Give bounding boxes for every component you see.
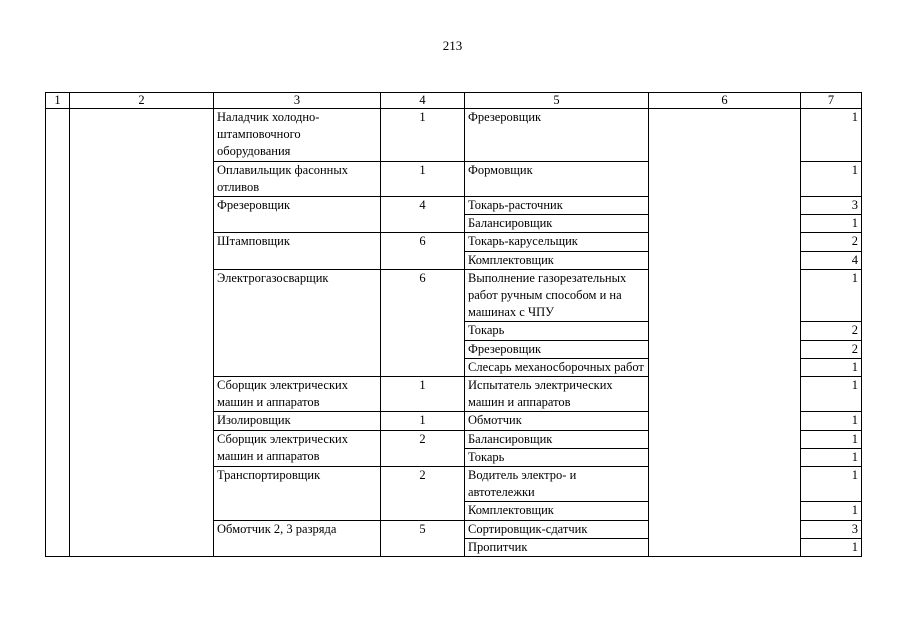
target-count-cell: 1 xyxy=(801,412,862,430)
target-cell: Токарь xyxy=(465,322,649,340)
target-count-cell: 3 xyxy=(801,520,862,538)
target-cell: Слесарь механосборочных работ xyxy=(465,358,649,376)
target-count-cell: 1 xyxy=(801,269,862,322)
header-cell: 5 xyxy=(465,93,649,109)
page-number: 213 xyxy=(442,38,463,53)
profession-cell: Сборщик электрических машин и аппаратов xyxy=(214,430,381,466)
profession-count-cell: 4 xyxy=(381,197,465,233)
target-count-cell: 2 xyxy=(801,322,862,340)
target-cell: Формовщик xyxy=(465,161,649,196)
profession-cell: Оплавильщик фасонных отливов xyxy=(214,161,381,196)
target-count-cell: 3 xyxy=(801,197,862,215)
target-count-cell: 4 xyxy=(801,251,862,269)
profession-cell: Обмотчик 2, 3 разряда xyxy=(214,520,381,556)
profession-count-cell: 2 xyxy=(381,467,465,521)
target-cell: Выполнение газорезательных работ ручным способом и на машинах с ЧПУ xyxy=(465,269,649,322)
target-count-cell: 2 xyxy=(801,233,862,251)
target-cell: Токарь-карусельщик xyxy=(465,233,649,251)
header-cell: 3 xyxy=(214,93,381,109)
profession-cell: Фрезеровщик xyxy=(214,197,381,233)
profession-count-cell: 1 xyxy=(381,109,465,162)
staffing-table xyxy=(45,92,862,557)
target-count-cell: 1 xyxy=(801,430,862,448)
target-count-cell: 1 xyxy=(801,377,862,412)
target-count-cell: 1 xyxy=(801,467,862,502)
profession-cell: Штамповщик xyxy=(214,233,381,269)
target-count-cell: 1 xyxy=(801,109,862,162)
profession-count-cell: 1 xyxy=(381,412,465,430)
profession-count-cell: 2 xyxy=(381,430,465,466)
target-cell: Пропитчик xyxy=(465,538,649,556)
profession-cell: Электрогазосварщик xyxy=(214,269,381,376)
target-cell: Фрезеровщик xyxy=(465,109,649,162)
header-cell: 7 xyxy=(801,93,862,109)
target-cell: Комплектовщик xyxy=(465,251,649,269)
col6-cell xyxy=(649,109,801,557)
target-cell: Фрезеровщик xyxy=(465,340,649,358)
target-cell: Токарь xyxy=(465,448,649,466)
target-cell: Испытатель электрических машин и аппаратов xyxy=(465,377,649,412)
col1-cell xyxy=(46,109,70,557)
header-cell: 4 xyxy=(381,93,465,109)
profession-count-cell: 6 xyxy=(381,233,465,269)
col2-cell xyxy=(70,109,214,557)
profession-cell: Наладчик холодно-штамповочного оборудования xyxy=(214,109,381,162)
header-cell: 1 xyxy=(46,93,70,109)
target-count-cell: 1 xyxy=(801,538,862,556)
table-row xyxy=(46,109,862,162)
target-cell: Обмотчик xyxy=(465,412,649,430)
target-cell: Комплектовщик xyxy=(465,502,649,520)
target-cell: Балансировщик xyxy=(465,215,649,233)
target-cell: Водитель электро- и автотележки xyxy=(465,467,649,502)
target-count-cell: 2 xyxy=(801,340,862,358)
profession-count-cell: 1 xyxy=(381,377,465,412)
header-row xyxy=(46,93,862,109)
profession-cell: Транспортировщик xyxy=(214,467,381,521)
header-cell: 2 xyxy=(70,93,214,109)
target-cell: Балансировщик xyxy=(465,430,649,448)
target-count-cell: 1 xyxy=(801,448,862,466)
target-count-cell: 1 xyxy=(801,161,862,196)
header-cell: 6 xyxy=(649,93,801,109)
profession-cell: Изолировщик xyxy=(214,412,381,430)
target-count-cell: 1 xyxy=(801,502,862,520)
profession-cell: Сборщик электрических машин и аппаратов xyxy=(214,377,381,412)
target-count-cell: 1 xyxy=(801,215,862,233)
target-count-cell: 1 xyxy=(801,358,862,376)
target-cell: Токарь-расточник xyxy=(465,197,649,215)
profession-count-cell: 1 xyxy=(381,161,465,196)
profession-count-cell: 6 xyxy=(381,269,465,376)
target-cell: Сортировщик-сдатчик xyxy=(465,520,649,538)
profession-count-cell: 5 xyxy=(381,520,465,556)
